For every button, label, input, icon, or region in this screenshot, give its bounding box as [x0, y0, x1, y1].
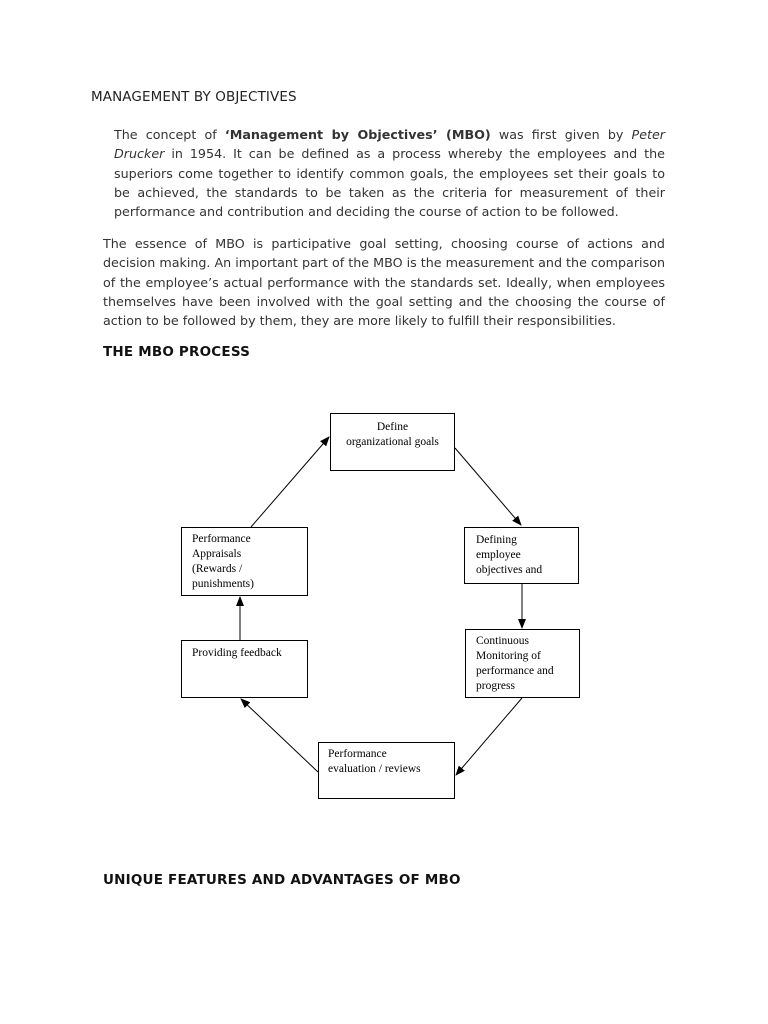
box-define-goals-line: organizational goals — [346, 436, 439, 448]
box-evaluation-line: Performance — [328, 748, 387, 760]
box-feedback — [181, 640, 308, 698]
box-appraisals-line: (Rewards / — [192, 563, 243, 575]
intro-text-1: The concept of — [114, 127, 225, 142]
essence-paragraph: The essence of MBO is participative goal setting, choosing course of actions and decision making. An important part of the MBO is the measurement and the comparison of the employee’s actual performance with the standards set. Ideally, when employees themselves have been involved with the goal setting and the choosing the course of action to be followed by them, they are more likely to fulfill their responsibilities. — [103, 236, 665, 329]
box-appraisals-line: punishments) — [192, 578, 254, 590]
box-monitoring-line: Monitoring of — [476, 650, 541, 662]
intro-text-2: was first given by — [490, 127, 632, 142]
arrow-monitoring-to-evaluation — [456, 698, 522, 775]
box-evaluation — [318, 742, 455, 799]
page-title: MANAGEMENT BY OBJECTIVES — [91, 89, 297, 105]
box-monitoring-line: Continuous — [476, 635, 530, 647]
arrow-appraisals-to-define — [251, 437, 329, 527]
box-defining-objectives-line: objectives and — [476, 564, 543, 576]
intro-text-3: in 1954. It can be defined as a process whereby the employees and the superiors come together to identify common goals, the employees set their goals to be achieved, the standards to be taken as the criteria for measurement of their performance and contribution and deciding the course of action to be followed. — [114, 146, 665, 220]
intro-paragraph — [114, 125, 665, 221]
box-appraisals-line: Performance — [192, 533, 251, 545]
process-heading: THE MBO PROCESS — [103, 344, 251, 360]
box-defining-objectives — [464, 527, 579, 584]
box-monitoring — [465, 629, 580, 698]
box-monitoring-line: progress — [476, 680, 515, 692]
box-defining-objectives-line: Defining — [476, 534, 517, 546]
box-define-goals — [330, 413, 455, 471]
box-defining-objectives-line: employee — [476, 549, 521, 561]
box-monitoring-line: performance and — [476, 665, 554, 677]
box-evaluation-line: evaluation / reviews — [328, 763, 421, 775]
box-appraisals-line: Appraisals — [192, 548, 242, 560]
features-heading: UNIQUE FEATURES AND ADVANTAGES OF MBO — [103, 872, 461, 888]
intro-author: Peter Drucker — [114, 127, 666, 162]
box-appraisals — [181, 527, 308, 596]
box-define-goals-line: Define — [376, 421, 409, 433]
intro-bold-term: ‘Management by Objectives’ (MBO) — [224, 127, 491, 142]
arrow-define-to-defining — [455, 448, 521, 525]
arrow-evaluation-to-feedback — [241, 699, 318, 772]
box-feedback-line: Providing feedback — [192, 647, 282, 659]
